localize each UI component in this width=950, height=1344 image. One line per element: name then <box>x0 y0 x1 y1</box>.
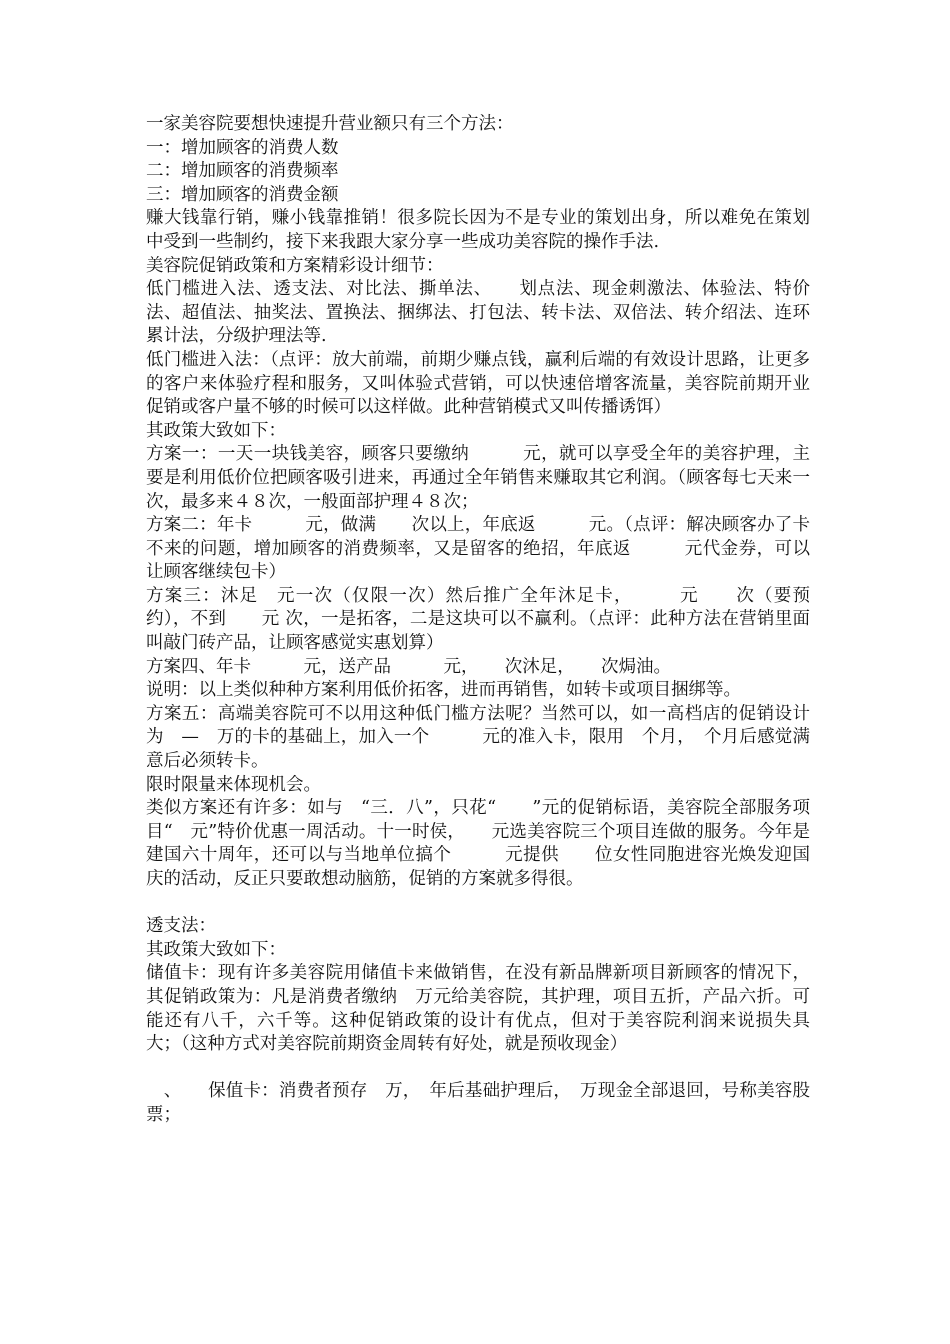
paragraph-stored-value-card: 储值卡：现有许多美容院用储值卡来做销售，在没有新品牌新项目新顾客的情况下，其促销政策为：凡是消费者缴纳 万元给美容院，其护理，项目五折，产品六折。可能还有八千，六千等。这种促销政策的设计有优点，但对于美容院利润来说损失具大；（这种方式对美容院前期资金周转有好处，就是预收现金） <box>146 963 810 1055</box>
paragraph-explanation: 说明：以上类似种种方案利用低价拓客，进而再销售，如转卡或项目捆绑等。 <box>146 680 741 701</box>
paragraph-low-threshold: 低门槛进入法：（点评：放大前端，前期少赚点钱，赢利后端的有效设计思路，让更多的客户来体验疗程和服务，又叫体验式营销，可以快速倍增客流量，美容院前期开业促销或客户量不够的时候可以这样做。此种营销模式又叫传播诱饵） <box>146 349 810 418</box>
paragraph-plan-3: 方案三：沐足 元一次（仅限一次）然后推广全年沐足卡， 元 次（要预约），不到 元 次，一是拓客，二是这块可以不赢利。（点评：此种方法在营销里面叫敲门砖产品，让顾客感觉实惠划算） <box>146 585 810 654</box>
paragraph-method-1: 一：增加顾客的消费人数 <box>146 137 339 158</box>
paragraph-plan-4: 方案四、年卡 元，送产品 元， 次沐足， 次焗油。 <box>146 656 671 677</box>
document-body <box>146 113 810 1128</box>
paragraph-plan-1: 方案一：一天一块钱美容，顾客只要缴纳 元，就可以享受全年的美容护理，主要是利用低价位把顾客吸引进来，再通过全年销售来赚取其它利润。（顾客每七天来一次，最多来４８次，一般面部护理４８次； <box>146 444 810 512</box>
paragraph-limited-offer: 限时限量来体现机会。 <box>146 774 321 795</box>
paragraph-method-3: 三：增加顾客的消费金额 <box>146 184 339 205</box>
paragraph-overdraft-heading: 透支法： <box>146 916 216 937</box>
paragraph-plan-5: 方案五：高端美容院可不以用这种低门槛方法呢？当然可以，如一高档店的促销设计为 — 万的卡的基础上，加入一个 元的准入卡，限用 个月， 个月后感觉满意后必须转卡。 <box>146 703 810 772</box>
paragraph-policy-intro: 其政策大致如下： <box>146 420 286 441</box>
paragraph-similar-plans: 类似方案还有许多：如与 “三．八”，只花“ ”元的促销标语，美容院全部服务项目“ 元”特价优惠一周活动。十一时侯， 元选美容院三个项目连做的服务。今年是建国六十周年，还可以与当地单位搞个 元提供 位女性同胞进容光焕发迎国庆的活动，反正只要敢想动脑筋，促销的方案就多得很。 <box>146 798 810 889</box>
paragraph-policy-heading: 美容院促销政策和方案精彩设计细节： <box>146 255 444 276</box>
blank-line <box>146 892 810 916</box>
paragraph-policy-intro-2: 其政策大致如下： <box>146 939 286 960</box>
paragraph-guarantee-card: 、 保值卡：消费者预存 万， 年后基础护理后， 万现金全部退回，号称美容股票； <box>146 1081 810 1125</box>
paragraph-method-2: 二：增加顾客的消费频率 <box>146 161 339 182</box>
paragraph-marketing: 赚大钱靠行销，赚小钱靠推销！很多院长因为不是专业的策划出身，所以难免在策划中受到一些制约，接下来我跟大家分享一些成功美容院的操作手法. <box>146 208 810 252</box>
paragraph-plan-2: 方案二：年卡 元，做满 次以上，年底返 元。（点评：解决顾客办了卡不来的问题，增加顾客的消费频率，又是留客的绝招，年底返 元代金券，可以让顾客继续包卡） <box>146 515 810 583</box>
paragraph-intro: 一家美容院要想快速提升营业额只有三个方法： <box>146 114 514 134</box>
blank-line <box>146 1057 810 1081</box>
paragraph-method-list: 低门槛进入法、透支法、对比法、撕单法、 划点法、现金刺激法、体验法、特价法、超值法、抽奖法、置换法、捆绑法、打包法、转卡法、双倍法、转介绍法、连环累计法，分级护理法等. <box>146 279 810 347</box>
